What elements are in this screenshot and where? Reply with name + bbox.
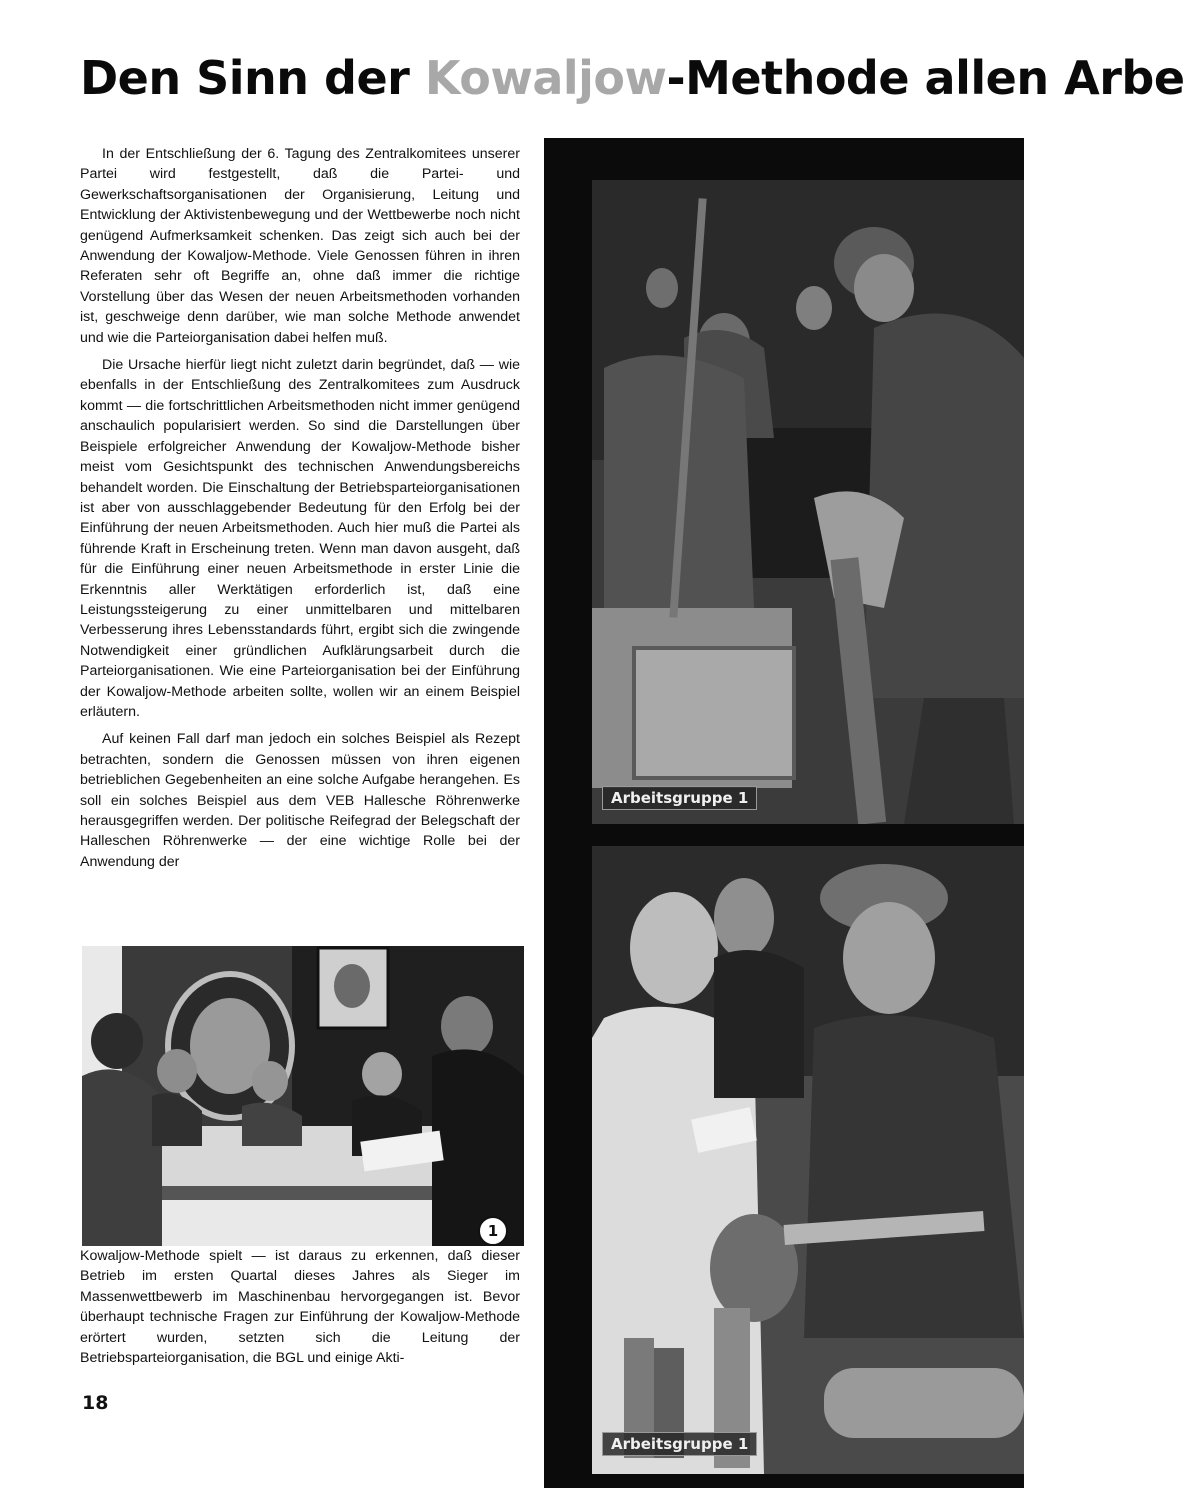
- page-number: 18: [82, 1392, 109, 1414]
- photo-caption-top: Arbeitsgruppe 1: [602, 786, 757, 810]
- article-column-top: [80, 144, 520, 879]
- article-column-bottom: [80, 1246, 520, 1375]
- article-headline: [80, 48, 1185, 108]
- photo-meeting: [82, 946, 524, 1246]
- headline-part-2: Kowaljow: [424, 51, 667, 105]
- photo-marker: 1: [478, 1216, 508, 1246]
- paragraph-4: Kowaljow-Methode spielt — ist daraus zu erkennen, daß dieser Betrieb im ersten Quartal dieses Jahres als Sieger im Massenwettbewerb im Maschinenbau hervorgegangen ist. Bevor überhaupt technische Fragen zur Einführung der Kowaljow-Methode erörtert wurden, setzten sich die Leitung der Betriebsparteiorganisation, die BGL und einige Akti-: [80, 1248, 520, 1367]
- headline-part-1: Den Sinn der: [80, 51, 425, 105]
- photo-panel: [544, 138, 1024, 1488]
- paragraph-2: Die Ursache hierfür liegt nicht zuletzt darin begründet, daß — wie ebenfalls in der Entschließung des Zentralkomitees zum Ausdruck kommt — die fortschrittlichen Arbeitsmethoden nicht immer genügend anschaulich popularisiert werden. So sind die Darstellungen über Beispiele erfolgreicher Anwendung der Kowaljow-Methode bisher meist vom Gesichtspunkt des technischen Anwendungsbereichs behandelt worden. Die Einschaltung der Betriebsparteiorganisationen ist aber von ausschlaggebender Bedeutung für den Erfolg bei der Einführung der neuen Arbeitsmethoden. Auch hier muß die Partei als führende Kraft in Erscheinung treten. Wenn man davon ausgeht, daß für die Einführung einer neuen Arbeitsmethode in erster Linie die Erkenntnis aller Werktätigen erforderlich ist, daß eine Leistungssteigerung zu einer unmittelbaren und mittelbaren Verbesserung ihres Lebensstandards führt, ergibt sich die zwingende Notwendigkeit einer gründlichen Aufklärungsarbeit durch die Parteiorganisationen. Wie eine Parteiorganisation bei der Einführung der Kowaljow-Methode arbeiten sollte, wollen wir an einem Beispiel erläutern.: [80, 357, 520, 720]
- photo-caption-bottom: Arbeitsgruppe 1: [602, 1432, 757, 1456]
- paragraph-3: Auf keinen Fall darf man jedoch ein solches Beispiel als Rezept betrachten, sondern die Genossen müssen von ihren eigenen betrieblichen Gegebenheiten an eine solche Aufgabe herangehen. Es soll ein solches Beispiel aus dem VEB Hallesche Röhrenwerke herausgegriffen werden. Der politische Reifegrad der Belegschaft der Halleschen Röhrenwerke — der eine wichtige Rolle bei der Anwendung der: [80, 731, 520, 870]
- headline-part-3: -Methode allen Arbe: [666, 51, 1185, 105]
- paragraph-1: In der Entschließung der 6. Tagung des Zentralkomitees unserer Partei wird festgestellt, daß die Partei- und Gewerkschaftsorganisationen der Organisierung, Leitung und Entwicklung der Aktivistenbewegung und der Wettbewerbe noch nicht genügend Aufmerksamkeit schenken. Das zeigt sich auch bei der Anwendung der Kowaljow-Methode. Viele Genossen führen in ihren Referaten sehr oft Begriffe an, ohne daß immer die richtige Vorstellung über das Wesen der neuen Arbeitsmethoden vorhanden ist, geschweige denn darüber, wie man solche Methode anwendet und wie die Parteiorganisation dabei helfen muß.: [80, 146, 520, 346]
